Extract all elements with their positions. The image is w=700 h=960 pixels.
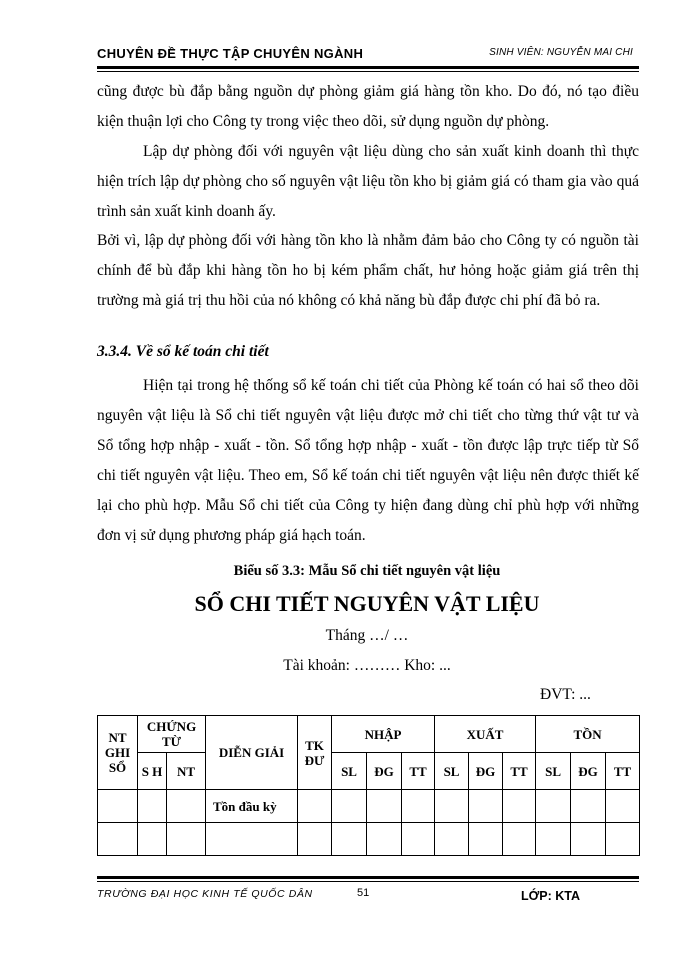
paragraph-1: cũng được bù đắp bằng nguồn dự phòng giảm giá hàng tồn kho. Do đó, nó tạo điều kiện thuận lợi cho Công ty trong việc theo dõi, sử dụng nguồn dự phòng.: [97, 83, 639, 130]
paragraph-2: Lập dự phòng đối với nguyên vật liệu dùng cho sản xuất kinh doanh thì thực hiện trích lập dự phòng cho số nguyên vật liệu tồn kho bị giảm giá có tham gia vào quá trình sản xuất kinh doanh ấy.: [97, 143, 639, 220]
cell: [503, 790, 536, 823]
header-rule-thick: [97, 66, 639, 69]
header-rule-thin: [97, 71, 639, 72]
subheader-nhap-dg: ĐG: [367, 753, 402, 790]
subheader-nhap-sl: SL: [332, 753, 367, 790]
cell: [571, 790, 606, 823]
cell-opening-balance: Tồn đầu kỳ: [206, 790, 298, 823]
cell: [98, 823, 138, 856]
cell: [402, 790, 435, 823]
section-heading: 3.3.4. Về sổ kế toán chi tiết: [97, 343, 269, 360]
header-ton: TỒN: [536, 716, 640, 753]
header-author: SINH VIÊN: NGUYỄN MAI CHI: [489, 47, 633, 58]
header-tk-du: TK ĐƯ: [298, 716, 332, 790]
cell: [138, 790, 167, 823]
footer-rule-thick: [97, 876, 639, 879]
header-nt-ghi-so: NT GHI SỔ: [98, 716, 138, 790]
header-chung-tu: CHỨNG TỪ: [138, 716, 206, 753]
form-unit: ĐVT: ...: [540, 686, 591, 703]
cell: [98, 790, 138, 823]
subheader-xuat-sl: SL: [435, 753, 469, 790]
form-caption: Biểu số 3.3: Mẫu Sổ chi tiết nguyên vật liệu: [233, 563, 501, 579]
cell: [606, 790, 640, 823]
ledger-table: [97, 715, 640, 856]
footer-rule-thin: [97, 881, 639, 882]
table-row: [98, 790, 640, 823]
header-dien-giai: DIỄN GIẢI: [206, 716, 298, 790]
cell: [571, 823, 606, 856]
table-header-row: [98, 716, 640, 753]
cell: [536, 823, 571, 856]
table-row: [98, 823, 640, 856]
cell: [536, 790, 571, 823]
cell: [167, 823, 206, 856]
subheader-nhap-tt: TT: [402, 753, 435, 790]
cell: [298, 790, 332, 823]
header-xuat: XUẤT: [435, 716, 536, 753]
subheader-ton-sl: SL: [536, 753, 571, 790]
subheader-ton-dg: ĐG: [571, 753, 606, 790]
cell: [298, 823, 332, 856]
cell: [332, 823, 367, 856]
cell: [435, 790, 469, 823]
subheader-ton-tt: TT: [606, 753, 640, 790]
form-title: SỔ CHI TIẾT NGUYÊN VẬT LIỆU: [194, 591, 540, 616]
cell: [469, 790, 503, 823]
form-month: Tháng …/ …: [325, 627, 409, 644]
subheader-nt: NT: [167, 753, 206, 790]
cell: [503, 823, 536, 856]
footer-class: LỚP: KTA: [521, 889, 581, 903]
cell: [167, 790, 206, 823]
cell: [367, 790, 402, 823]
paragraph-3: Bởi vì, lập dự phòng đối với hàng tồn kho là nhằm đảm bảo cho Công ty có nguồn tài chính để bù đắp khi hàng tồn ho bị kém phẩm chất, hư hỏng hoặc giảm giá trên thị trường mà giá trị thu hồi của nó không có khả năng bù đắp được chi phí đã bỏ ra.: [97, 232, 639, 309]
cell: [206, 823, 298, 856]
cell: [402, 823, 435, 856]
cell: [138, 823, 167, 856]
footer-school: TRƯỜNG ĐẠI HỌC KINH TẾ QUỐC DÂN: [97, 888, 313, 900]
paragraph-4: Hiện tại trong hệ thống sổ kế toán chi tiết của Phòng kế toán có hai sổ theo dõi nguyên vật liệu là Sổ chi tiết nguyên vật liệu được mở chi tiết cho từng thứ vật tư và Sổ tổng hợp nhập - xuất - tồn. Sổ tổng hợp nhập - xuất - tồn được lập trực tiếp từ Sổ chi tiết nguyên vật liệu. Theo em, Sổ kế toán chi tiết nguyên vật liệu nên được thiết kế lại cho phù hợp. Mẫu Sổ chi tiết của Công ty hiện đang dùng chỉ phù hợp với những đơn vị sử dụng phương pháp giá hạch toán.: [97, 377, 639, 544]
header-title: CHUYÊN ĐỀ THỰC TẬP CHUYÊN NGÀNH: [97, 46, 364, 61]
subheader-xuat-dg: ĐG: [469, 753, 503, 790]
cell: [469, 823, 503, 856]
page-header: [97, 46, 637, 66]
cell: [435, 823, 469, 856]
page-number: 51: [357, 887, 370, 899]
header-nhap: NHẬP: [332, 716, 435, 753]
subheader-sh: S H: [138, 753, 167, 790]
cell: [606, 823, 640, 856]
cell: [332, 790, 367, 823]
cell: [367, 823, 402, 856]
subheader-xuat-tt: TT: [503, 753, 536, 790]
table-subheader-row: [98, 753, 640, 790]
form-account: Tài khoản: ……… Kho: ...: [283, 657, 451, 674]
